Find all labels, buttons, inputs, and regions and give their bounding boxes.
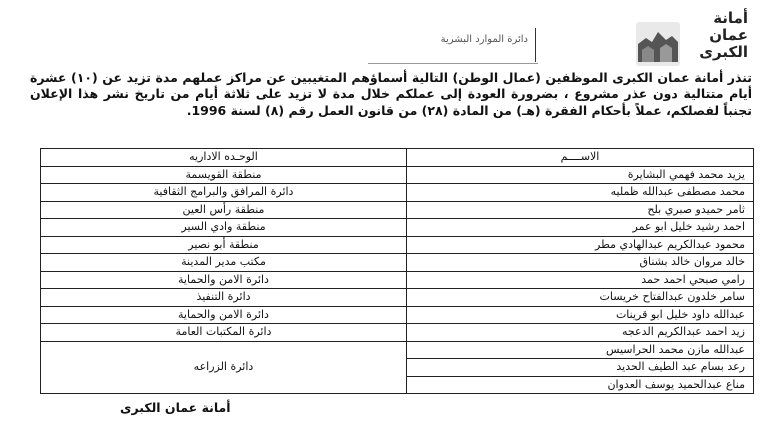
table-row [41, 341, 754, 359]
employee-unit: منطقة رأس العين [41, 201, 407, 219]
employee-name: زيد احمد عبدالكريم الدعجه [407, 324, 754, 342]
employee-name: يزيد محمد فهمي البشايرة [407, 166, 754, 184]
employee-name: مناع عبدالحميد يوسف العدوان [407, 376, 754, 394]
employee-unit: منطقة أبو نصير [41, 236, 407, 254]
logo-wordmark [682, 10, 748, 61]
employee-name: عبدالله داود خليل ابو قرينات [407, 306, 754, 324]
table-row [41, 324, 754, 342]
employee-unit: دائرة المكتبات العامة [41, 324, 407, 342]
logo-line-2: عمان [709, 26, 748, 44]
employee-unit: دائرة التنفيذ [41, 289, 407, 307]
header-unit: الوحـده الاداريه [41, 149, 407, 167]
gam-emblem-icon [636, 22, 680, 66]
employee-unit: مكتب مدير المدينة [41, 254, 407, 272]
header-divider [535, 28, 536, 62]
employee-name: عبدالله مازن محمد الحراسيس [407, 341, 754, 359]
employee-unit: دائرة الامن والحماية [41, 271, 407, 289]
notice-paragraph: تنذر أمانة عمان الكبرى الموظفين (عمال الوطن) التالية أسماؤهم المتغيبين عن مراكز عملهم مدة تزيد عن (١٠) عشرة أيام متتالية دون عذر مشروع ، بضرورة العودة إلى عملكم خلال مدة لا تزيد على ثلاثة أيام من تاريخ نشر هذا الإعلان تجنباً لفصلكم، عملاً بأحكام الفقرة (هـ) من المادة (٢٨) من قانون العمل رقم (٨) لسنة 1996. [30, 70, 752, 118]
logo-line-1: أمانة [713, 9, 748, 27]
employee-name: ثامر حميدو صبري بلح [407, 201, 754, 219]
table-row [41, 289, 754, 307]
table-header-row [41, 149, 754, 167]
table-row [41, 254, 754, 272]
employee-unit: منطقة القويسمة [41, 166, 407, 184]
table-row [41, 219, 754, 237]
table-row [41, 166, 754, 184]
employee-unit: منطقة وادي السير [41, 219, 407, 237]
table-row [41, 306, 754, 324]
table-row [41, 271, 754, 289]
employee-name: محمود عبدالكريم عبدالهادي مطر [407, 236, 754, 254]
table-row [41, 201, 754, 219]
employee-unit-group: دائرة الزراعه [41, 341, 407, 394]
employee-unit: دائرة المرافق والبرامج الثقافية [41, 184, 407, 202]
header-name: الاســــم [407, 149, 754, 167]
table-row [41, 184, 754, 202]
signature: أمانة عمان الكبرى [120, 400, 231, 415]
employee-name: محمد مصطفى عبدالله ظمليه [407, 184, 754, 202]
employee-name: رعد بسام عبد الطيف الحديد [407, 359, 754, 377]
department-name: دائرة الموارد البشرية [440, 34, 528, 45]
employee-name: رامي صبحي احمد حمد [407, 271, 754, 289]
table-row [41, 236, 754, 254]
employee-name: احمد رشيد خليل ابو عمر [407, 219, 754, 237]
employee-name: سامر خلدون عبدالفتاح خريسات [407, 289, 754, 307]
employee-unit: دائرة الامن والحماية [41, 306, 407, 324]
employee-name: خالد مروان خالد بشناق [407, 254, 754, 272]
gam-logo [636, 8, 748, 68]
logo-line-3: الكبرى [699, 43, 748, 61]
employees-table [40, 148, 754, 394]
header-rule [368, 63, 538, 64]
